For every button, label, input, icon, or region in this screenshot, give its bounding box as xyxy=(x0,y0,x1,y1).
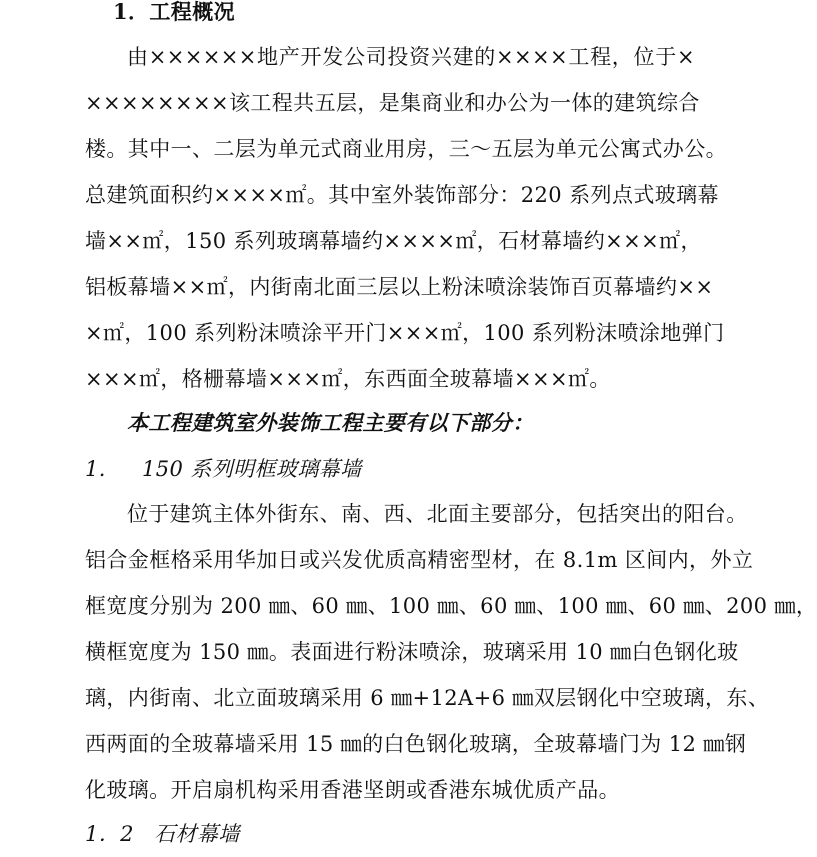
overview-line: 铝板幕墙××㎡，内街南北面三层以上粉沫喷涂装饰百页幕墙约×× xyxy=(85,275,714,299)
subsection-1-line: 西两面的全玻幕墙采用 15 ㎜的白色钢化玻璃，全玻幕墙门为 12 ㎜钢 xyxy=(85,732,747,756)
parts-heading: 本工程建筑室外装饰工程主要有以下部分： xyxy=(127,410,534,435)
subsection-1-line: 璃，内街南、北立面玻璃采用 6 ㎜+12A+6 ㎜双层钢化中空玻璃，东、 xyxy=(85,686,770,710)
overview-line: ××××××××该工程共五层，是集商业和办公为一体的建筑综合 xyxy=(85,91,700,115)
subsection-1-line: 铝合金框格采用华加日或兴发优质高精密型材，在 8.1m 区间内，外立 xyxy=(85,548,754,572)
subsection-1-title: 150 系列明框玻璃幕墙 xyxy=(142,457,362,481)
subsection-1-line: 横框宽度为 150 ㎜。表面进行粉沫喷涂，玻璃采用 10 ㎜白色钢化玻 xyxy=(85,640,739,664)
subsection-1-line: 框宽度分别为 200 ㎜、60 ㎜、100 ㎜、60 ㎜、100 ㎜、60 ㎜、200 ㎜， xyxy=(85,594,817,618)
subsection-1-number: 1. xyxy=(85,457,106,481)
subsection-1-line: 位于建筑主体外街东、南、西、北面主要部分，包括突出的阳台。 xyxy=(127,502,748,526)
overview-line: ×㎡，100 系列粉沫喷涂平开门×××㎡，100 系列粉沫喷涂地弹门 xyxy=(85,321,725,345)
subsection-2-number: 1．2 xyxy=(85,822,134,846)
overview-line: 由××××××地产开发公司投资兴建的××××工程，位于× xyxy=(127,45,695,69)
subsection-1-line: 化玻璃。开启扇机构采用香港坚朗或香港东城优质产品。 xyxy=(85,778,620,802)
subsection-1-heading xyxy=(85,452,695,486)
overview-line: 楼。其中一、二层为单元式商业用房，三～五层为单元公寓式办公。 xyxy=(85,137,727,161)
subsection-2-heading xyxy=(85,817,695,851)
subsection-2-title: 石材幕墙 xyxy=(154,822,240,846)
section-heading: 1．工程概况 xyxy=(113,0,236,24)
overview-line: ×××㎡，格栅幕墙×××㎡，东西面全玻幕墙×××㎡。 xyxy=(85,367,611,391)
overview-line: 总建筑面积约××××㎡。其中室外装饰部分：220 系列点式玻璃幕 xyxy=(85,183,719,207)
overview-line: 墙××㎡，150 系列玻璃幕墙约××××㎡，石材幕墙约×××㎡， xyxy=(85,229,702,253)
